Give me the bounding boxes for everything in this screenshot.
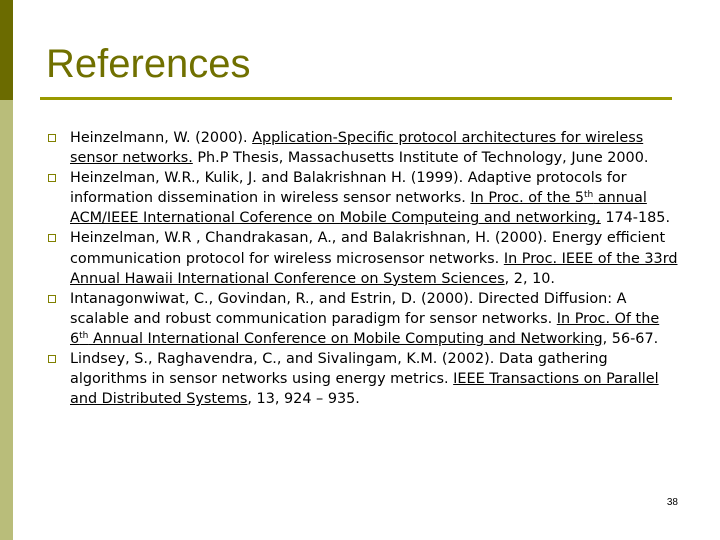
title-divider xyxy=(40,97,672,100)
reference-detail-text: Ph.P Thesis, Massachusetts Institute of Technology, June 2000. xyxy=(192,150,649,167)
reference-item-5 xyxy=(48,349,678,409)
page-number: 38 xyxy=(666,497,678,508)
reference-detail-text: , 56-67. xyxy=(602,330,659,347)
square-bullet-icon xyxy=(48,134,56,142)
reference-venue-part: In Proc. of the 5 xyxy=(470,190,585,207)
ordinal-superscript: th xyxy=(79,330,89,341)
reference-author-text: Heinzelmann, W. (2000). xyxy=(70,130,253,146)
reference-item-4 xyxy=(48,289,678,349)
reference-item-1 xyxy=(48,128,678,168)
reference-detail-text: , 2, 10. xyxy=(504,270,555,287)
square-bullet-icon xyxy=(48,295,56,303)
reference-venue-part: In Proc. Of the 6 xyxy=(70,310,660,347)
reference-author-text: Intanagonwiwat, C., Govindan, R., and Estrin, D. (2000). Directed Diffusion: A scalable and robust communication paradigm for sensor networks. xyxy=(70,290,627,327)
reference-detail-text: 174-185. xyxy=(600,210,671,227)
ordinal-superscript: th xyxy=(584,190,594,201)
reference-author-text: Heinzelman, W.R., Kulik, J. and Balakrishnan H. (1999). Adaptive protocols for information dissemination in wireless sensor networks. xyxy=(70,170,627,207)
square-bullet-icon xyxy=(48,355,56,363)
reference-author-text: Heinzelman, W.R , Chandrakasan, A., and Balakrishnan, H. (2000). Energy efficient communication protocol for wireless microsensor networks. xyxy=(70,230,666,267)
reference-title-link[interactable]: Application-Specific protocol architectures for wireless sensor networks. xyxy=(70,130,644,167)
reference-venue-link[interactable]: IEEE Transactions on Parallel and Distributed Systems xyxy=(70,371,659,408)
reference-item-2 xyxy=(48,168,678,228)
reference-item-3 xyxy=(48,228,678,288)
reference-author-text: Lindsey, S., Raghavendra, C., and Sivalingam, K.M. (2002). Data gathering algorithms in sensor networks using energy metrics. xyxy=(70,351,608,388)
reference-detail-text: , 13, 924 – 935. xyxy=(247,391,360,408)
reference-list xyxy=(48,128,678,409)
reference-venue-part: annual ACM/IEEE International Coference on Mobile Computeing and networking, xyxy=(70,190,647,227)
square-bullet-icon xyxy=(48,234,56,242)
reference-venue-part: Annual International Conference on Mobile Computing and Networking xyxy=(88,330,603,347)
square-bullet-icon xyxy=(48,174,56,182)
sidebar-accent-light xyxy=(0,100,13,540)
slide-title: References xyxy=(46,42,251,86)
reference-venue-link[interactable]: In Proc. IEEE of the 33rd Annual Hawaii International Conference on System Sciences xyxy=(70,250,678,287)
sidebar-accent-dark xyxy=(0,0,13,100)
